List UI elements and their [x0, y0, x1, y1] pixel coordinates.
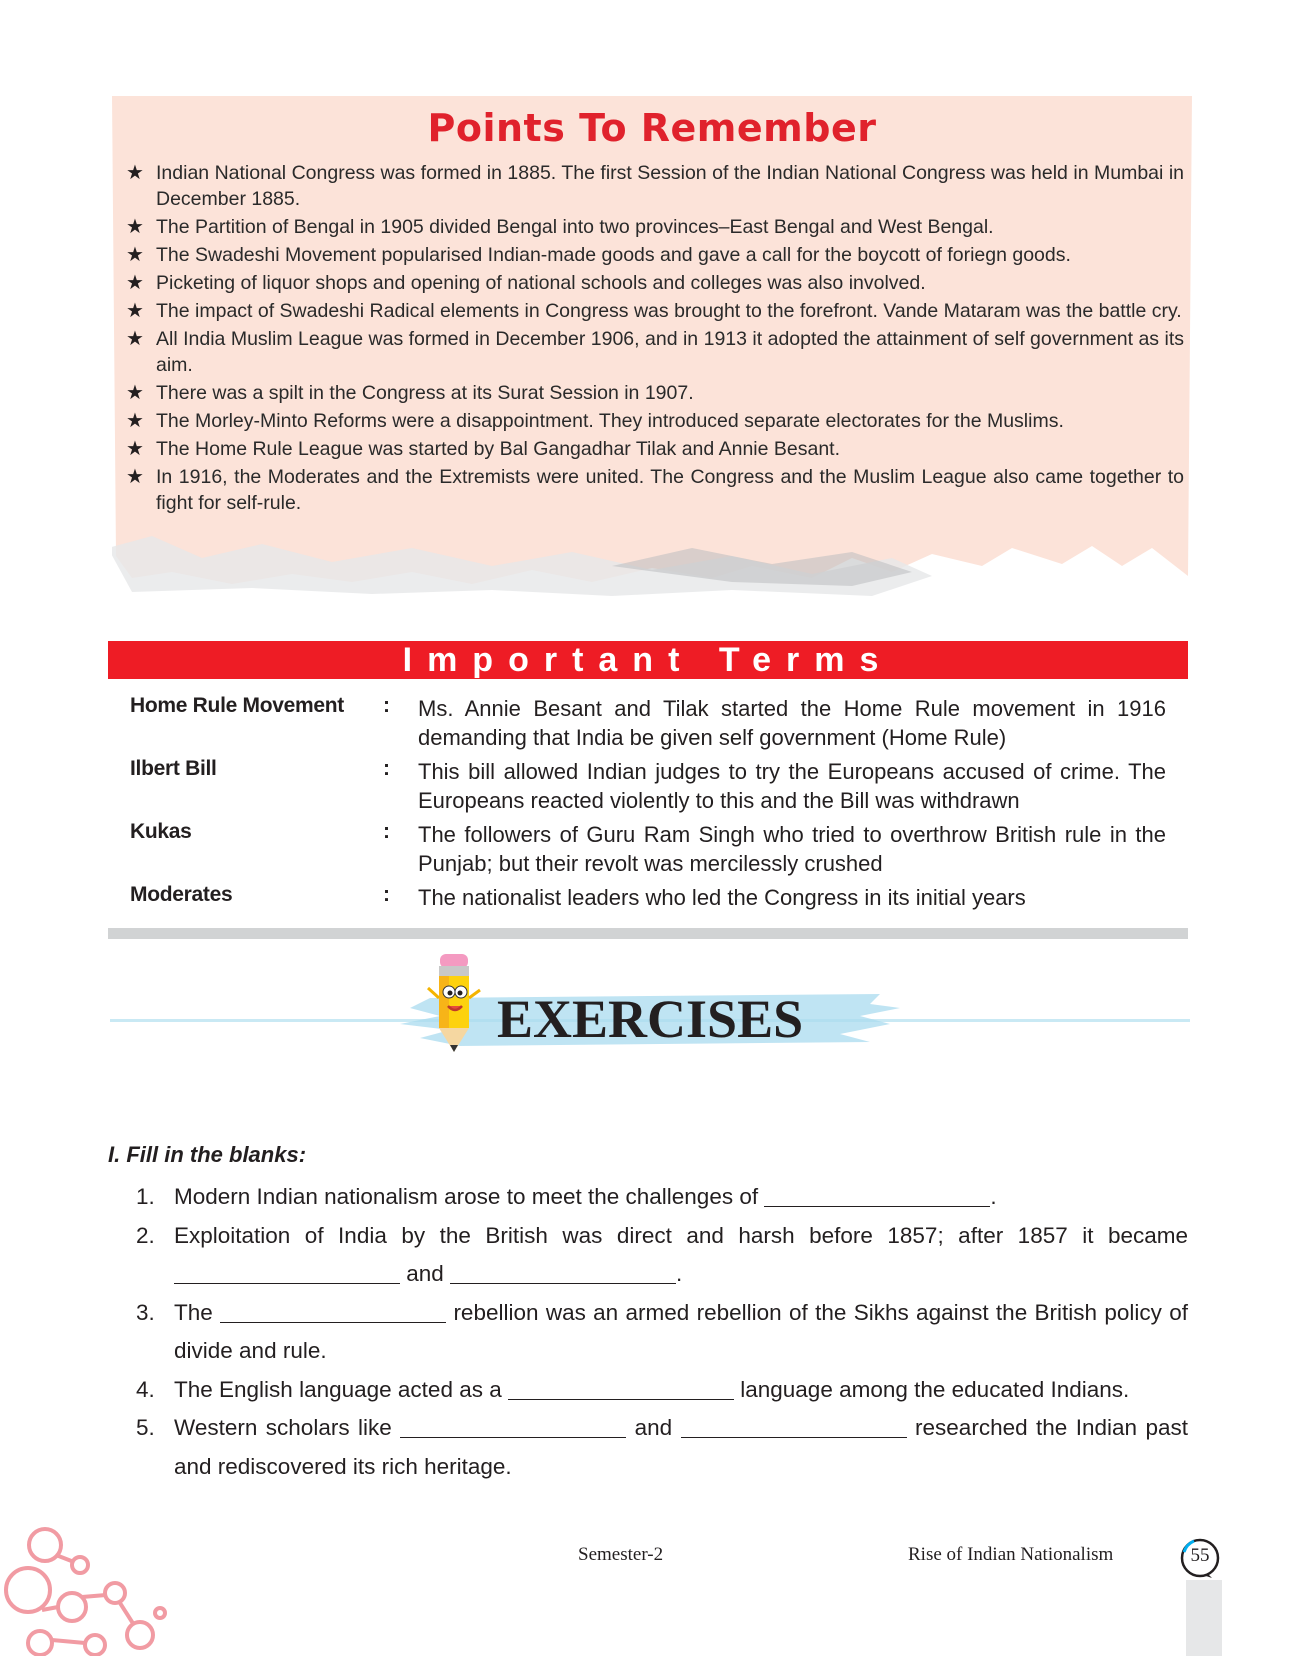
- term-row: [130, 879, 1170, 915]
- question-text: researched the Indian past and rediscovered its rich heritage.: [174, 1415, 1188, 1479]
- point-text: In 1916, the Moderates and the Extremists were united. The Congress and the Muslim League also came together to fight for self-rule.: [156, 466, 1184, 514]
- question-list: [130, 1178, 1188, 1486]
- star-bullet-icon: ★: [126, 216, 144, 238]
- point-item: [124, 270, 1184, 296]
- question-text: .: [990, 1184, 997, 1209]
- important-terms-banner: [108, 641, 1188, 679]
- point-item: [124, 464, 1184, 516]
- footer-chapter-title: Rise of Indian Nationalism: [908, 1544, 1114, 1565]
- term-row: [130, 816, 1170, 879]
- point-item: [124, 326, 1184, 378]
- question-text: language among the educated Indians.: [733, 1376, 1130, 1402]
- question-text: Modern Indian nationalism arose to meet the challenges of: [174, 1184, 765, 1209]
- term-definition: Ms. Annie Besant and Tilak started the Home Rule movement in 1916 demanding that India be given self government (Home Rule): [418, 696, 1166, 750]
- term-row: [130, 690, 1170, 753]
- point-text: The impact of Swadeshi Radical elements in Congress was brought to the forefront. Vande Mataram was the battle cry.: [156, 300, 1182, 322]
- star-bullet-icon: ★: [126, 162, 144, 184]
- question-text: The: [174, 1299, 221, 1325]
- term-name: Home Rule Movement: [130, 694, 344, 717]
- term-name: Kukas: [130, 820, 192, 843]
- answer-blank[interactable]: [764, 1182, 990, 1207]
- answer-blank[interactable]: [681, 1413, 907, 1438]
- section-divider: [108, 928, 1188, 939]
- footer-semester: Semester-2: [578, 1544, 664, 1565]
- answer-blank[interactable]: [400, 1413, 626, 1438]
- term-name: Moderates: [130, 883, 233, 906]
- term-colon: :: [383, 820, 390, 843]
- pencil-mascot-icon: [420, 948, 490, 1058]
- point-text: The Swadeshi Movement popularised Indian-made goods and gave a call for the boycott of foriegn goods.: [156, 244, 1071, 266]
- point-item: [124, 214, 1184, 240]
- question-text: and: [626, 1415, 681, 1440]
- points-list: [124, 160, 1184, 518]
- star-bullet-icon: ★: [126, 244, 144, 266]
- question-text: The English language acted as a: [174, 1376, 508, 1402]
- point-item: [124, 436, 1184, 462]
- question-text: Exploitation of India by the British was direct and harsh before 1857; after 1857 it became: [174, 1222, 1188, 1248]
- star-bullet-icon: ★: [126, 300, 144, 322]
- answer-blank[interactable]: [174, 1259, 400, 1284]
- point-text: There was a spilt in the Congress at its Surat Session in 1907.: [156, 382, 694, 404]
- term-colon: :: [383, 694, 390, 717]
- decorative-circles: [0, 1515, 175, 1656]
- page-tab-shadow: [1186, 1580, 1222, 1656]
- star-bullet-icon: ★: [126, 438, 144, 460]
- question-text: .: [676, 1261, 683, 1286]
- question-text: Western scholars like: [174, 1415, 401, 1440]
- points-to-remember-box: [112, 96, 1192, 596]
- question-item: [130, 1178, 1188, 1217]
- point-item: [124, 160, 1184, 212]
- question-item: [130, 1371, 1188, 1410]
- point-text: Indian National Congress was formed in 1885. The first Session of the Indian National Congress was held in Mumbai in December 1885.: [156, 162, 1184, 210]
- points-to-remember-title: Points To Remember: [427, 106, 877, 150]
- star-bullet-icon: ★: [126, 466, 144, 488]
- term-row: [130, 753, 1170, 816]
- question-number: 5.: [136, 1415, 155, 1440]
- point-item: [124, 298, 1184, 324]
- question-text: rebellion was an armed rebellion of the Sikhs against the British policy of divide and rule.: [174, 1299, 1188, 1363]
- exercises-title: EXERCISES: [497, 989, 804, 1049]
- question-item: [130, 1217, 1188, 1294]
- term-name: Ilbert Bill: [130, 757, 217, 780]
- term-definition: The nationalist leaders who led the Congress in its initial years: [418, 885, 1026, 910]
- term-colon: :: [383, 883, 390, 906]
- point-text: The Home Rule League was started by Bal Gangadhar Tilak and Annie Besant.: [156, 438, 841, 460]
- term-colon: :: [383, 757, 390, 780]
- star-bullet-icon: ★: [126, 328, 144, 350]
- question-text: and: [400, 1261, 451, 1286]
- point-item: [124, 408, 1184, 434]
- star-bullet-icon: ★: [126, 410, 144, 432]
- star-bullet-icon: ★: [126, 382, 144, 404]
- question-item: [130, 1294, 1188, 1371]
- question-number: 3.: [136, 1299, 155, 1325]
- answer-blank[interactable]: [508, 1375, 734, 1400]
- answer-blank[interactable]: [220, 1298, 446, 1323]
- page-number: 55: [1190, 1545, 1210, 1566]
- question-number: 2.: [136, 1222, 155, 1248]
- answer-blank[interactable]: [450, 1259, 676, 1284]
- question-number: 4.: [136, 1376, 155, 1402]
- star-bullet-icon: ★: [126, 272, 144, 294]
- question-number: 1.: [136, 1184, 155, 1209]
- point-text: All India Muslim League was formed in December 1906, and in 1913 it adopted the attainment of self government as its aim.: [156, 328, 1184, 376]
- point-item: [124, 380, 1184, 406]
- point-text: The Morley-Minto Reforms were a disappointment. They introduced separate electorates for the Muslims.: [156, 410, 1064, 432]
- point-text: The Partition of Bengal in 1905 divided Bengal into two provinces–East Bengal and West Bengal.: [156, 216, 994, 238]
- point-text: Picketing of liquor shops and opening of national schools and colleges was also involved.: [156, 272, 926, 294]
- important-terms-title: Important Terms: [402, 641, 894, 679]
- terms-table: [130, 690, 1170, 915]
- fill-in-blanks-heading: I. Fill in the blanks:: [108, 1142, 307, 1167]
- point-item: [124, 242, 1184, 268]
- term-definition: The followers of Guru Ram Singh who tried to overthrow British rule in the Punjab; but their revolt was mercilessly crushed: [418, 822, 1166, 876]
- question-item: [130, 1409, 1188, 1486]
- term-definition: This bill allowed Indian judges to try the Europeans accused of crime. The Europeans reacted violently to this and the Bill was withdrawn: [418, 759, 1166, 813]
